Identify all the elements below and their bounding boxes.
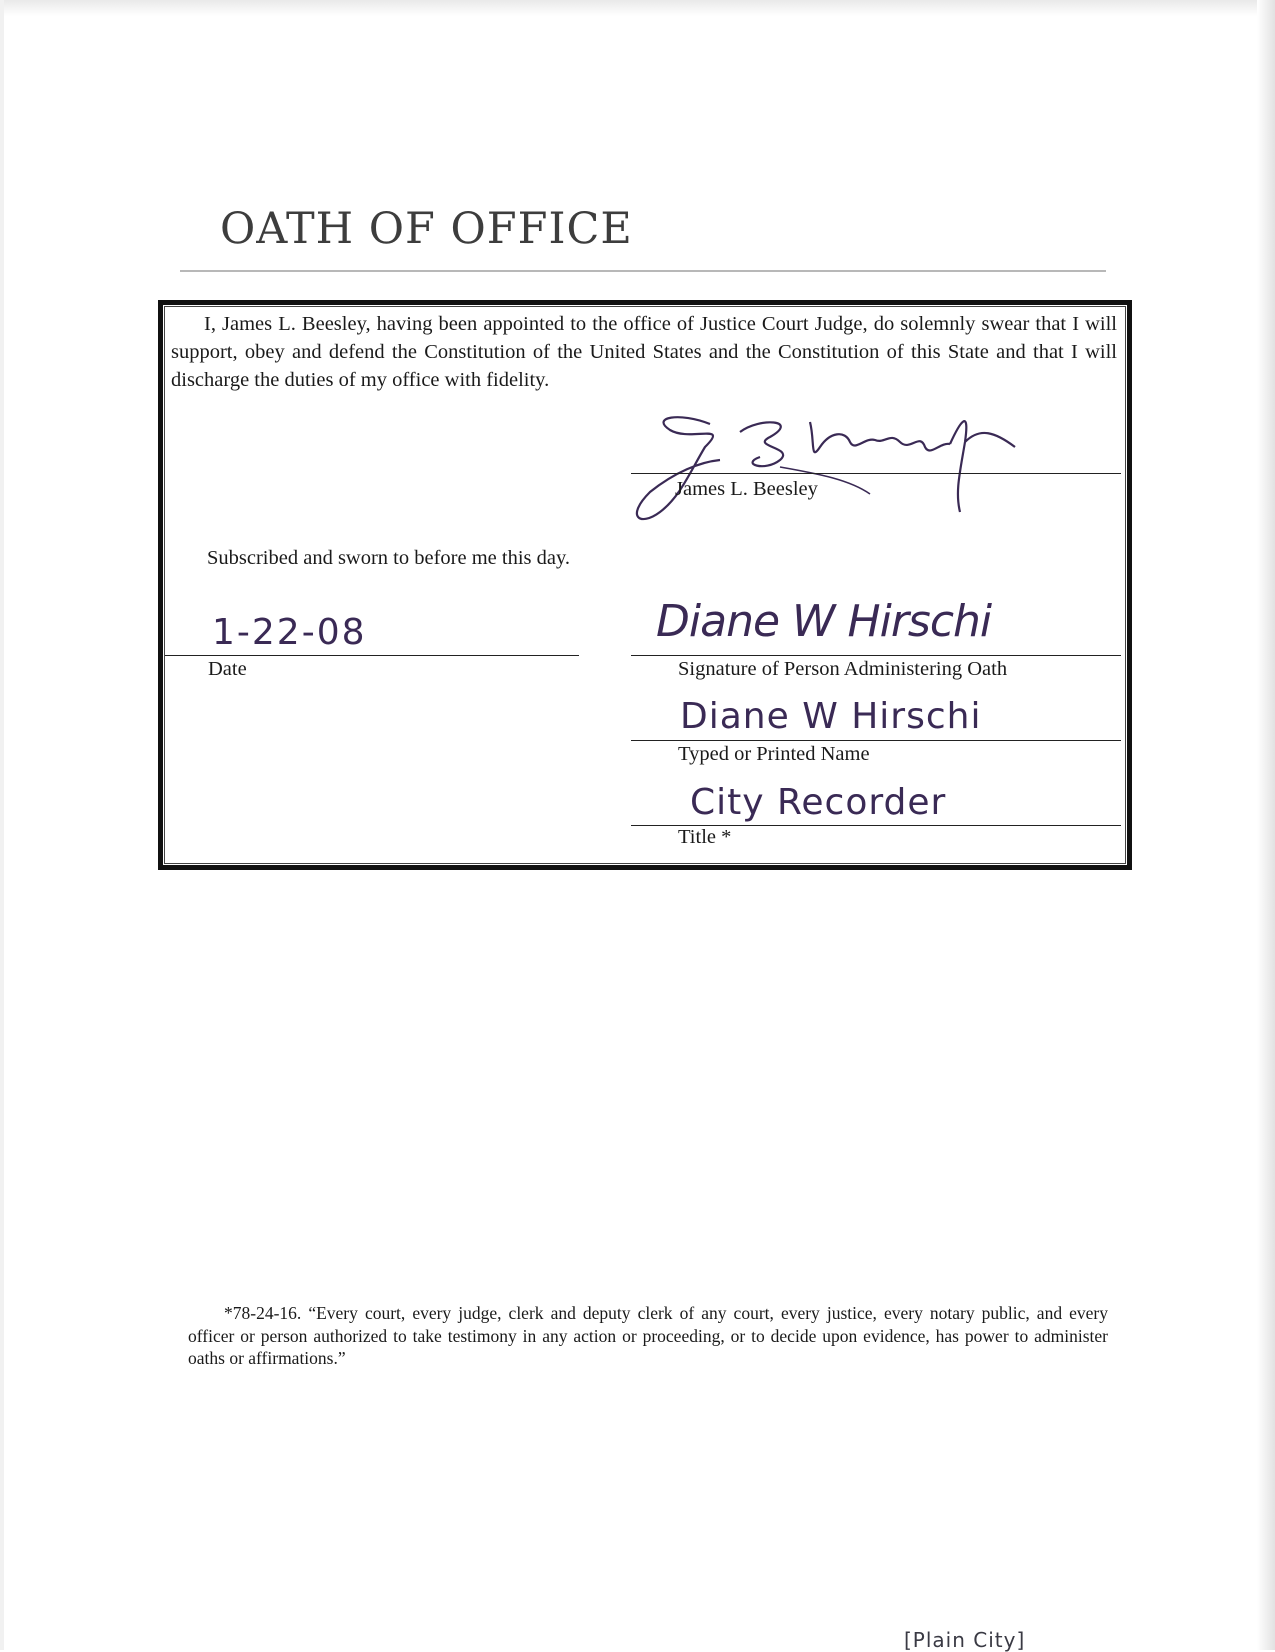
administrator-signature-line — [631, 655, 1121, 656]
administrator-signature: Diane W Hirschi — [656, 596, 992, 647]
oath-statement — [171, 310, 1117, 394]
administrator-signature-label: Signature of Person Administering Oath — [678, 658, 1008, 680]
date-handwritten-value: 1-22-08 — [212, 612, 367, 653]
scan-edge-left — [0, 0, 4, 1650]
printed-name-handwritten: Diane W Hirschi — [680, 696, 982, 737]
sworn-statement: Subscribed and sworn to before me this day. — [207, 547, 571, 569]
corner-handwritten-note: [Plain City] — [904, 1628, 1026, 1652]
printed-name-line — [631, 740, 1121, 741]
scan-edge-right — [1257, 0, 1275, 1650]
date-label: Date — [208, 658, 247, 680]
document-title: OATH OF OFFICE — [220, 204, 633, 254]
title-handwritten: City Recorder — [690, 782, 947, 823]
title-divider — [180, 270, 1106, 272]
title-label: Title * — [678, 826, 732, 848]
date-line — [165, 655, 579, 656]
appointee-name-label: James L. Beesley — [675, 478, 818, 500]
statute-footnote-text: *78-24-16. “Every court, every judge, clerk and deputy clerk of any court, every justice, every notary public, and every officer or person authorized to take testimony in any action or proceeding, or to decide upon evidence, has power to administer oaths or affirmations.” — [188, 1303, 1108, 1368]
appointee-signature-drawing — [620, 402, 1040, 542]
oath-statement-text: I, James L. Beesley, having been appointed to the office of Justice Court Judge, do solemnly swear that I will support, obey and defend the Constitution of the United States and the Constitution of this State and that I will discharge the duties of my office with fidelity. — [171, 313, 1117, 391]
statute-footnote — [188, 1302, 1108, 1370]
appointee-signature-line — [631, 473, 1121, 474]
printed-name-label: Typed or Printed Name — [678, 743, 870, 765]
scan-edge-top — [0, 0, 1275, 16]
